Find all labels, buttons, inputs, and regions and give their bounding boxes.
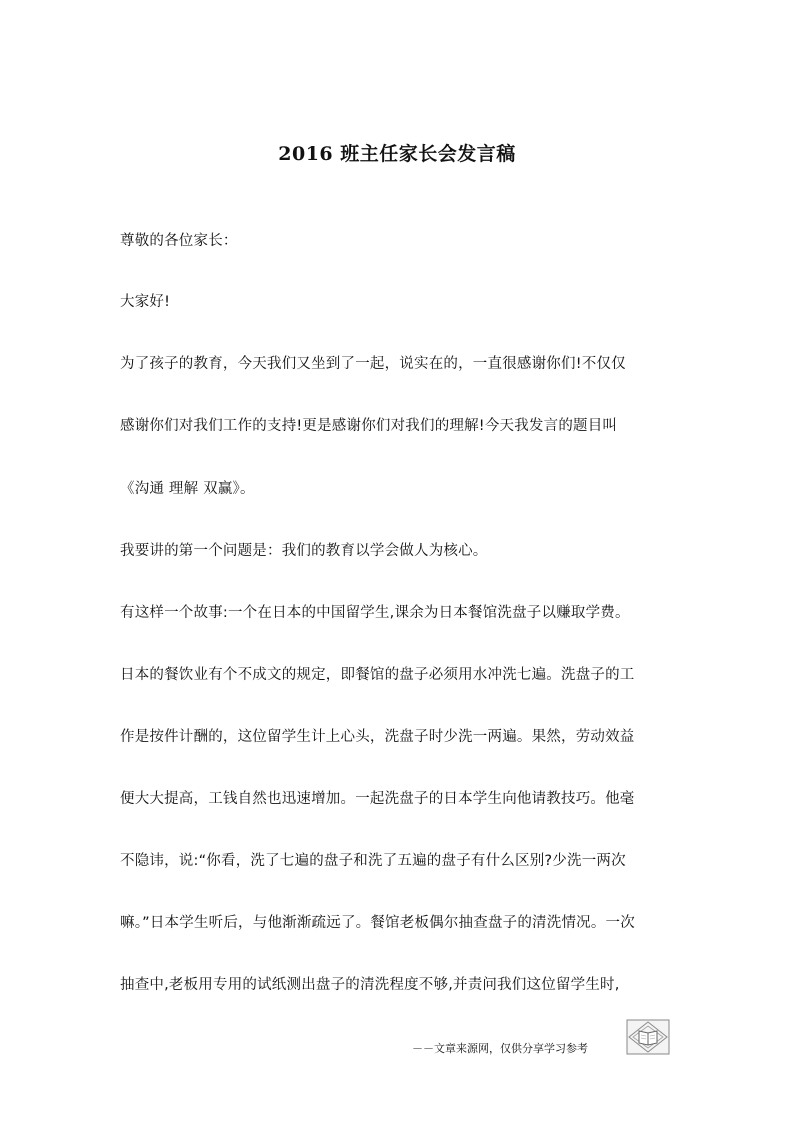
body-line: 作是按件计酬的，这位留学生计上心头，洗盘子时少洗一两遍。果然，劳动效益 (120, 729, 635, 745)
book-logo-icon (626, 1019, 670, 1055)
body-line: 为了孩子的教育，今天我们又坐到了一起，说实在的，一直很感谢你们!不仅仅 (120, 356, 626, 372)
body-line: 不隐讳，说:“你看，洗了七遍的盘子和洗了五遍的盘子有什么区别?少洗一两次 (120, 853, 626, 869)
body-line: 我要讲的第一个问题是：我们的教育以学会做人为核心。 (120, 543, 488, 559)
greeting: 大家好! (120, 294, 171, 310)
body-line: 感谢你们对我们工作的支持!更是感谢你们对我们的理解!今天我发言的题目叫 (120, 418, 618, 434)
body-line: 抽查中,老板用专用的试纸测出盘子的清洗程度不够,并责问我们这位留学生时, (120, 977, 620, 993)
body-line: 便大大提高，工钱自然也迅速增加。一起洗盘子的日本学生向他请教技巧。他毫 (120, 791, 635, 807)
salutation: 尊敬的各位家长： (120, 233, 238, 249)
body-line: 嘛。”日本学生听后，与他渐渐疏远了。餐馆老板偶尔抽查盘子的清洗情况。一次 (120, 915, 635, 931)
document-title: 2016 班主任家长会发言稿 (278, 143, 516, 165)
body-line: 《沟通 理解 双赢》。 (120, 481, 255, 497)
footer-note: －－文章来源网，仅供分享学习参考 (412, 1042, 588, 1055)
body-line: 有这样一个故事:一个在日本的中国留学生,课余为日本餐馆洗盘子以赚取学费。 (120, 605, 630, 621)
body-line: 日本的餐饮业有个不成文的规定，即餐馆的盘子必须用水冲洗七遍。洗盘子的工 (120, 667, 635, 683)
